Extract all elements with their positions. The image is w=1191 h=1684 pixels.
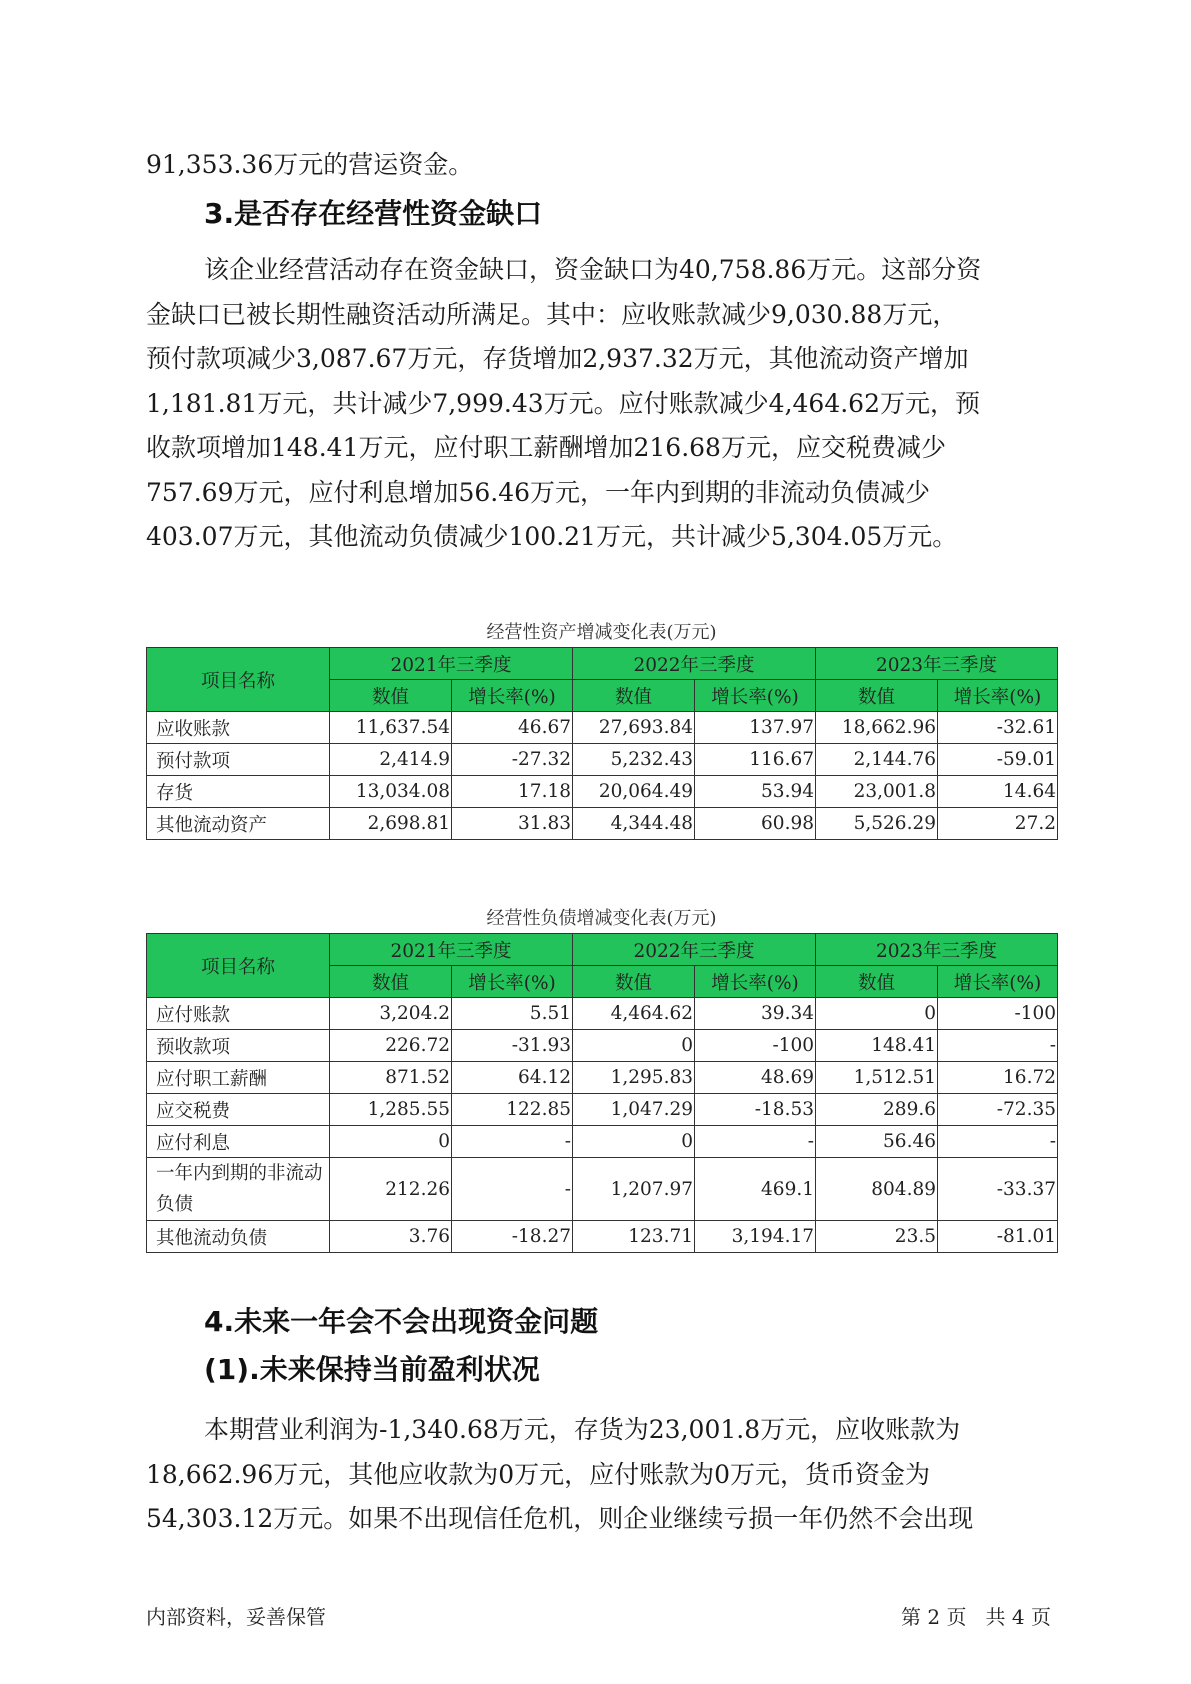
table-cell: 0 bbox=[816, 998, 938, 1030]
table-cell: 46.67 bbox=[452, 712, 573, 744]
paragraph-line: 1,181.81万元，共计减少7,999.43万元。应付账款减少4,464.62万元，预 bbox=[146, 388, 980, 418]
table-cell: 123.71 bbox=[573, 1221, 695, 1253]
table-row bbox=[147, 744, 1058, 776]
table-cell: 1,047.29 bbox=[573, 1094, 695, 1126]
section-4-paragraph bbox=[146, 1408, 1076, 1542]
table-row bbox=[147, 1221, 1058, 1253]
table-cell: -18.27 bbox=[452, 1221, 573, 1253]
table-cell: 48.69 bbox=[695, 1062, 816, 1094]
table-cell: 2,414.9 bbox=[330, 744, 452, 776]
table-cell: 137.97 bbox=[695, 712, 816, 744]
table-row bbox=[147, 1158, 1058, 1221]
table-cell: 1,207.97 bbox=[573, 1158, 695, 1221]
column-header-period: 2022年三季度 bbox=[573, 934, 816, 966]
table-cell: -100 bbox=[938, 998, 1058, 1030]
table-cell: 14.64 bbox=[938, 776, 1058, 808]
column-header-growth-rate: 增长率(%) bbox=[938, 966, 1058, 998]
table-row bbox=[147, 1126, 1058, 1158]
table-cell: 226.72 bbox=[330, 1030, 452, 1062]
column-header-period: 2021年三季度 bbox=[330, 648, 573, 680]
table-cell: 5,526.29 bbox=[816, 808, 938, 840]
table-cell: - bbox=[938, 1126, 1058, 1158]
table-cell: 2,698.81 bbox=[330, 808, 452, 840]
column-header-period: 2022年三季度 bbox=[573, 648, 816, 680]
column-header-period: 2023年三季度 bbox=[816, 648, 1058, 680]
table-cell: 3,204.2 bbox=[330, 998, 452, 1030]
table-cell: 56.46 bbox=[816, 1126, 938, 1158]
table-row bbox=[147, 776, 1058, 808]
table-cell: - bbox=[695, 1126, 816, 1158]
table-cell: 122.85 bbox=[452, 1094, 573, 1126]
row-label: 应付利息 bbox=[147, 1126, 330, 1158]
table-cell: 804.89 bbox=[816, 1158, 938, 1221]
table-cell: -100 bbox=[695, 1030, 816, 1062]
paragraph-line: 54,303.12万元。如果不出现信任危机，则企业继续亏损一年仍然不会出现 bbox=[146, 1504, 974, 1533]
row-label: 预收款项 bbox=[147, 1030, 330, 1062]
paragraph-line: 预付款项减少3,087.67万元，存货增加2,937.32万元，其他流动资产增加 bbox=[146, 344, 969, 373]
table-cell: - bbox=[938, 1030, 1058, 1062]
intro-paragraph bbox=[146, 143, 1076, 188]
table-cell: 4,464.62 bbox=[573, 998, 695, 1030]
table-cell: 39.34 bbox=[695, 998, 816, 1030]
column-header-growth-rate: 增长率(%) bbox=[695, 680, 816, 712]
assets-table-caption: 经营性资产增减变化表(万元) bbox=[486, 622, 717, 643]
column-header-item-name: 项目名称 bbox=[147, 934, 330, 998]
table-cell: 27.2 bbox=[938, 808, 1058, 840]
table-cell: 0 bbox=[330, 1126, 452, 1158]
table-row bbox=[147, 998, 1058, 1030]
table-cell: 64.12 bbox=[452, 1062, 573, 1094]
table-cell: 17.18 bbox=[452, 776, 573, 808]
column-header-growth-rate: 增长率(%) bbox=[452, 966, 573, 998]
table-cell: 23.5 bbox=[816, 1221, 938, 1253]
table-cell: 289.6 bbox=[816, 1094, 938, 1126]
table-cell: 116.67 bbox=[695, 744, 816, 776]
table-cell: 0 bbox=[573, 1126, 695, 1158]
liabilities-table-caption: 经营性负债增减变化表(万元) bbox=[486, 908, 717, 929]
paragraph-line: 91,353.36万元的营运资金。 bbox=[146, 150, 474, 179]
table-cell: 3.76 bbox=[330, 1221, 452, 1253]
table-cell: 16.72 bbox=[938, 1062, 1058, 1094]
footer-page-number: 第 2 页 共 4 页 bbox=[901, 1605, 1051, 1629]
table-cell: 23,001.8 bbox=[816, 776, 938, 808]
table-cell: -72.35 bbox=[938, 1094, 1058, 1126]
row-label: 应付账款 bbox=[147, 998, 330, 1030]
section-4-subheading: (1).未来保持当前盈利状况 bbox=[204, 1353, 540, 1386]
table-cell: 0 bbox=[573, 1030, 695, 1062]
table-cell: 27,693.84 bbox=[573, 712, 695, 744]
row-label: 其他流动负债 bbox=[147, 1221, 330, 1253]
paragraph-line: 403.07万元，其他流动负债减少100.21万元，共计减少5,304.05万元。 bbox=[146, 522, 958, 551]
section-4-heading: 4.未来一年会不会出现资金问题 bbox=[204, 1305, 599, 1338]
paragraph-line: 本期营业利润为-1,340.68万元，存货为23,001.8万元，应收账款为 bbox=[204, 1415, 961, 1444]
paragraph-line: 该企业经营活动存在资金缺口，资金缺口为40,758.86万元。这部分资 bbox=[204, 255, 982, 284]
table-cell: 148.41 bbox=[816, 1030, 938, 1062]
table-cell: 212.26 bbox=[330, 1158, 452, 1221]
table-row bbox=[147, 1030, 1058, 1062]
paragraph-line: 金缺口已被长期性融资活动所满足。其中：应收账款减少9,030.88万元， bbox=[146, 299, 958, 329]
table-cell: 871.52 bbox=[330, 1062, 452, 1094]
row-label: 一年内到期的非流动负债 bbox=[147, 1158, 330, 1221]
table-cell: - bbox=[452, 1126, 573, 1158]
table-cell: 469.1 bbox=[695, 1158, 816, 1221]
table-cell: 2,144.76 bbox=[816, 744, 938, 776]
table-cell: 3,194.17 bbox=[695, 1221, 816, 1253]
assets-change-table bbox=[146, 647, 1058, 840]
table-cell: -32.61 bbox=[938, 712, 1058, 744]
table-row bbox=[147, 808, 1058, 840]
section-3-heading: 3.是否存在经营性资金缺口 bbox=[204, 197, 543, 230]
row-label: 预付款项 bbox=[147, 744, 330, 776]
row-label: 应交税费 bbox=[147, 1094, 330, 1126]
column-header-growth-rate: 增长率(%) bbox=[938, 680, 1058, 712]
table-cell: 1,285.55 bbox=[330, 1094, 452, 1126]
footer-confidential-note: 内部资料，妥善保管 bbox=[146, 1605, 326, 1629]
column-header-value: 数值 bbox=[330, 966, 452, 998]
column-header-growth-rate: 增长率(%) bbox=[452, 680, 573, 712]
column-header-growth-rate: 增长率(%) bbox=[695, 966, 816, 998]
row-label: 应收账款 bbox=[147, 712, 330, 744]
table-row bbox=[147, 1062, 1058, 1094]
table-cell: 53.94 bbox=[695, 776, 816, 808]
column-header-period: 2021年三季度 bbox=[330, 934, 573, 966]
table-cell: -18.53 bbox=[695, 1094, 816, 1126]
table-cell: -27.32 bbox=[452, 744, 573, 776]
row-label: 其他流动资产 bbox=[147, 808, 330, 840]
column-header-value: 数值 bbox=[816, 966, 938, 998]
column-header-value: 数值 bbox=[573, 680, 695, 712]
column-header-value: 数值 bbox=[573, 966, 695, 998]
paragraph-line: 757.69万元，应付利息增加56.46万元，一年内到期的非流动负债减少 bbox=[146, 477, 931, 507]
table-cell: 13,034.08 bbox=[330, 776, 452, 808]
table-cell: 20,064.49 bbox=[573, 776, 695, 808]
row-label: 存货 bbox=[147, 776, 330, 808]
table-cell: 5,232.43 bbox=[573, 744, 695, 776]
table-cell: - bbox=[452, 1158, 573, 1221]
table-row bbox=[147, 712, 1058, 744]
column-header-value: 数值 bbox=[330, 680, 452, 712]
row-label: 应付职工薪酬 bbox=[147, 1062, 330, 1094]
column-header-value: 数值 bbox=[816, 680, 938, 712]
table-cell: 5.51 bbox=[452, 998, 573, 1030]
table-cell: 31.83 bbox=[452, 808, 573, 840]
section-3-paragraph bbox=[146, 248, 1076, 560]
paragraph-line: 18,662.96万元，其他应收款为0万元，应付账款为0万元，货币资金为 bbox=[146, 1459, 931, 1489]
table-cell: 1,512.51 bbox=[816, 1062, 938, 1094]
table-cell: 60.98 bbox=[695, 808, 816, 840]
column-header-item-name: 项目名称 bbox=[147, 648, 330, 712]
table-cell: 4,344.48 bbox=[573, 808, 695, 840]
table-cell: -31.93 bbox=[452, 1030, 573, 1062]
table-cell: 1,295.83 bbox=[573, 1062, 695, 1094]
table-cell: -33.37 bbox=[938, 1158, 1058, 1221]
table-row bbox=[147, 1094, 1058, 1126]
table-cell: 18,662.96 bbox=[816, 712, 938, 744]
liabilities-change-table bbox=[146, 933, 1058, 1253]
column-header-period: 2023年三季度 bbox=[816, 934, 1058, 966]
paragraph-line: 收款项增加148.41万元，应付职工薪酬增加216.68万元，应交税费减少 bbox=[146, 433, 946, 462]
table-cell: -81.01 bbox=[938, 1221, 1058, 1253]
table-cell: -59.01 bbox=[938, 744, 1058, 776]
table-cell: 11,637.54 bbox=[330, 712, 452, 744]
